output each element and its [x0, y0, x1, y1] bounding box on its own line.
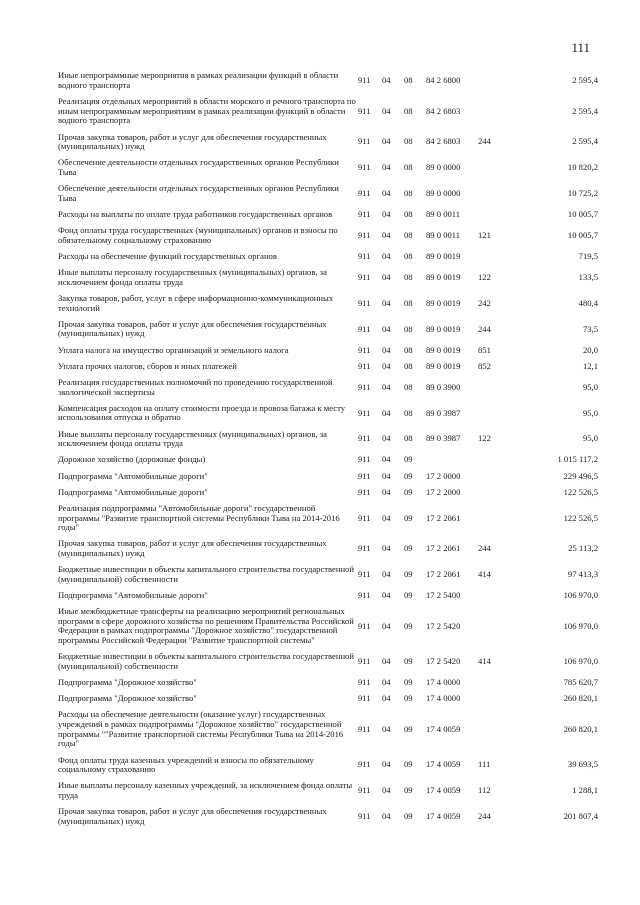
row-ved-code: 911 — [358, 75, 371, 86]
row-expense-type — [478, 181, 512, 207]
row-subsection-code: 09 — [404, 470, 413, 481]
row-expense-type: 244 — [478, 543, 491, 554]
row-name: Иные выплаты персоналу государственных (муниципальных) органов, за исключением фонда оплаты труда — [58, 267, 327, 287]
row-ved-code: 911 — [358, 723, 371, 734]
row-expense-type: 852 — [478, 360, 491, 371]
row-subsection-code: 08 — [404, 229, 413, 240]
row-ved-code: 911 — [358, 759, 371, 770]
row-name: Расходы на выплаты по оплате труда работников государственных органов — [58, 208, 333, 219]
row-amount: 25 113,2 — [568, 543, 598, 554]
table-row — [58, 317, 598, 343]
row-expense-type: 244 — [478, 323, 491, 334]
row-target-article: 89 0 0019 — [426, 344, 461, 355]
row-section-code: 04 — [382, 433, 391, 444]
row-subsection-code: 09 — [404, 810, 413, 821]
row-target-article: 89 0 0019 — [426, 297, 461, 308]
row-expense-type: 122 — [478, 433, 491, 444]
row-section-code: 04 — [382, 75, 391, 86]
row-section-code: 04 — [382, 381, 391, 392]
row-section-code: 04 — [382, 590, 391, 601]
row-section-code: 04 — [382, 250, 391, 261]
row-subsection-code: 09 — [404, 693, 413, 704]
row-target-article: 89 0 3987 — [426, 407, 461, 418]
row-target-article: 17 4 0000 — [426, 677, 461, 688]
row-subsection-code: 08 — [404, 271, 413, 282]
budget-table — [58, 68, 598, 830]
row-target-article: 17 2 0000 — [426, 470, 461, 481]
table-row — [58, 68, 598, 94]
row-amount: 1 015 117,2 — [557, 454, 598, 465]
row-expense-type — [478, 68, 512, 94]
row-target-article: 17 4 0059 — [426, 785, 461, 796]
row-section-code: 04 — [382, 454, 391, 465]
row-expense-type: 242 — [478, 297, 491, 308]
row-ved-code: 911 — [358, 454, 371, 465]
row-subsection-code: 08 — [404, 407, 413, 418]
row-name: Прочая закупка товаров, работ и услуг для обеспечения государственных (муниципальных) нужд — [58, 538, 327, 559]
budget-table-body — [58, 68, 598, 830]
row-ved-code: 911 — [358, 543, 371, 554]
table-row — [58, 468, 598, 484]
row-section-code: 04 — [382, 620, 391, 631]
table-row — [58, 452, 598, 468]
row-name: Бюджетные инвестиции в объекты капитального строительства государственной (муниципальной) собственности — [58, 651, 354, 671]
row-target-article: 17 2 2061 — [426, 543, 461, 554]
row-ved-code: 911 — [358, 656, 371, 667]
row-target-article: 89 0 0019 — [426, 250, 461, 261]
table-row — [58, 707, 598, 752]
row-subsection-code: 09 — [404, 759, 413, 770]
row-ved-code: 911 — [358, 512, 371, 523]
row-expense-type: 414 — [478, 569, 491, 580]
page-number: 111 — [571, 40, 590, 55]
table-row — [58, 691, 598, 707]
row-amount: 122 526,5 — [563, 486, 598, 497]
row-ved-code: 911 — [358, 162, 371, 173]
table-row — [58, 501, 598, 536]
row-subsection-code: 09 — [404, 677, 413, 688]
table-row — [58, 675, 598, 691]
row-section-code: 04 — [382, 810, 391, 821]
row-expense-type — [478, 485, 512, 501]
row-amount: 201 807,4 — [563, 810, 598, 821]
row-ved-code: 911 — [358, 590, 371, 601]
row-section-code: 04 — [382, 208, 391, 219]
row-subsection-code: 09 — [404, 569, 413, 580]
row-amount: 10 725,2 — [567, 187, 598, 198]
row-expense-type: 244 — [478, 810, 491, 821]
row-subsection-code: 08 — [404, 250, 413, 261]
row-section-code: 04 — [382, 229, 391, 240]
row-ved-code: 911 — [358, 470, 371, 481]
row-amount: 106 970,0 — [563, 656, 598, 667]
row-name: Подпрограмма "Автомобильные дороги" — [58, 470, 208, 481]
table-row — [58, 94, 598, 129]
row-amount: 2 595,4 — [572, 105, 598, 116]
table-row — [58, 401, 598, 427]
row-amount: 39 693,5 — [567, 759, 598, 770]
row-ved-code: 911 — [358, 693, 371, 704]
row-amount: 10 005,7 — [567, 229, 598, 240]
row-section-code: 04 — [382, 187, 391, 198]
row-target-article: 84 2 6803 — [426, 105, 461, 116]
row-section-code: 04 — [382, 543, 391, 554]
row-expense-type — [478, 207, 512, 223]
row-ved-code: 911 — [358, 297, 371, 308]
table-row — [58, 536, 598, 562]
row-expense-type: 111 — [478, 759, 491, 770]
table-row — [58, 804, 598, 830]
row-amount: 133,5 — [578, 271, 598, 282]
row-target-article: 89 0 3900 — [426, 381, 461, 392]
row-name: Бюджетные инвестиции в объекты капитального строительства государственной (муниципальной) собственности — [58, 564, 354, 584]
row-name: Подпрограмма "Дорожное хозяйство" — [58, 693, 197, 704]
row-section-code: 04 — [382, 470, 391, 481]
row-amount: 12,1 — [582, 360, 598, 371]
row-name: Иные непрограммные мероприятия в рамках реализации функций в области водного транспорта — [58, 70, 339, 90]
table-row — [58, 249, 598, 265]
row-section-code: 04 — [382, 677, 391, 688]
table-row — [58, 207, 598, 223]
row-section-code: 04 — [382, 759, 391, 770]
row-ved-code: 911 — [358, 677, 371, 688]
row-amount: 2 595,4 — [572, 136, 598, 147]
row-amount: 95,0 — [582, 381, 598, 392]
row-target-article: 89 0 3987 — [426, 433, 461, 444]
row-expense-type — [478, 94, 512, 129]
row-subsection-code: 09 — [404, 454, 413, 465]
row-amount: 20,0 — [582, 344, 598, 355]
row-amount: 97 413,3 — [567, 569, 598, 580]
row-expense-type — [478, 501, 512, 536]
table-row — [58, 588, 598, 604]
row-amount: 260 820,1 — [563, 693, 598, 704]
row-expense-type: 414 — [478, 656, 491, 667]
row-section-code: 04 — [382, 360, 391, 371]
row-name: Прочая закупка товаров, работ и услуг для обеспечения государственных (муниципальных) нужд — [58, 806, 327, 826]
row-name: Иные выплаты персоналу казенных учреждений, за исключением фонда оплаты труда — [58, 780, 353, 800]
row-ved-code: 911 — [358, 136, 371, 147]
row-expense-type — [478, 375, 512, 401]
row-section-code: 04 — [382, 297, 391, 308]
row-section-code: 04 — [382, 105, 391, 116]
row-subsection-code: 09 — [404, 785, 413, 796]
row-ved-code: 911 — [358, 208, 371, 219]
row-subsection-code: 09 — [404, 656, 413, 667]
row-expense-type — [478, 452, 512, 468]
row-amount: 10 820,2 — [567, 162, 598, 173]
row-ved-code: 911 — [358, 785, 371, 796]
row-target-article: 17 2 2000 — [426, 486, 461, 497]
table-row — [58, 265, 598, 291]
row-name: Фонд оплаты труда казенных учреждений и взносы по обязательному социальному страхованию — [58, 754, 314, 775]
row-subsection-code: 09 — [404, 620, 413, 631]
row-target-article: 17 2 2061 — [426, 569, 461, 580]
row-section-code: 04 — [382, 693, 391, 704]
row-name: Реализация государственных полномочий по проведению государственной экологической экспертизы — [58, 376, 333, 397]
row-amount: 2 595,4 — [572, 75, 598, 86]
table-row — [58, 155, 598, 181]
row-expense-type — [478, 155, 512, 181]
row-name: Дорожное хозяйство (дорожные фонды) — [58, 454, 206, 465]
row-section-code: 04 — [382, 486, 391, 497]
row-ved-code: 911 — [358, 360, 371, 371]
row-section-code: 04 — [382, 407, 391, 418]
table-row — [58, 426, 598, 452]
row-name: Закупка товаров, работ, услуг в сфере информационно-коммуникационных технологий — [58, 292, 334, 313]
table-row — [58, 649, 598, 675]
row-amount: 106 970,0 — [563, 590, 598, 601]
row-name: Расходы на обеспечение деятельности (оказание услуг) государственных учреждений в рамках подпрограммы "Дорожное хозяйство" государственной программы ""Развитие транспортной системы Республики Тыва на 2014-2016 годы" — [58, 709, 344, 749]
row-expense-type — [478, 707, 512, 752]
row-amount: 106 970,0 — [563, 620, 598, 631]
row-name: Расходы на обеспечение функций государственных органов — [58, 250, 277, 261]
row-subsection-code: 08 — [404, 297, 413, 308]
row-subsection-code: 08 — [404, 105, 413, 116]
row-subsection-code: 08 — [404, 433, 413, 444]
row-ved-code: 911 — [358, 105, 371, 116]
row-subsection-code: 09 — [404, 723, 413, 734]
row-subsection-code: 08 — [404, 323, 413, 334]
row-expense-type — [478, 675, 512, 691]
table-row — [58, 604, 598, 649]
row-section-code: 04 — [382, 785, 391, 796]
row-subsection-code: 08 — [404, 162, 413, 173]
row-amount: 480,4 — [578, 297, 598, 308]
table-row — [58, 291, 598, 317]
row-name: Иные межбюджетные трансферты на реализацию мероприятий региональных программ в сфере дорожного хозяйства по решениям Правительства Российской Федерации в рамках подпрограммы "Дорожное хозяйство" государственной программы Российской Федерации "Развитие транспортной системы" — [58, 606, 354, 646]
row-subsection-code: 08 — [404, 360, 413, 371]
row-expense-type — [478, 588, 512, 604]
row-subsection-code: 08 — [404, 136, 413, 147]
row-expense-type — [478, 691, 512, 707]
row-target-article: 89 0 0000 — [426, 187, 461, 198]
row-subsection-code: 08 — [404, 75, 413, 86]
row-target-article — [426, 452, 478, 468]
row-name: Фонд оплаты труда государственных (муниципальных) органов и взносы по обязательному социальному страхованию — [58, 225, 338, 245]
row-subsection-code: 09 — [404, 543, 413, 554]
row-expense-type: 112 — [478, 785, 491, 796]
row-target-article: 89 0 0000 — [426, 162, 461, 173]
row-target-article: 17 2 5420 — [426, 656, 461, 667]
row-amount: 785 620,7 — [563, 677, 598, 688]
row-subsection-code: 08 — [404, 344, 413, 355]
row-name: Реализация отдельных мероприятий в области морского и речного транспорта по иным непрограммным мероприятиям в рамках реализации функций в области водного транспорта — [58, 96, 356, 126]
row-amount: 95,0 — [582, 433, 598, 444]
row-ved-code: 911 — [358, 569, 371, 580]
row-subsection-code: 09 — [404, 486, 413, 497]
row-ved-code: 911 — [358, 433, 371, 444]
row-section-code: 04 — [382, 323, 391, 334]
table-row — [58, 752, 598, 778]
row-name: Компенсация расходов на оплату стоимости проезда и провоза багажа к месту использования отпуска и обратно — [58, 402, 346, 423]
row-section-code: 04 — [382, 344, 391, 355]
row-ved-code: 911 — [358, 407, 371, 418]
row-target-article: 17 2 5420 — [426, 620, 461, 631]
row-name: Подпрограмма "Автомобильные дороги" — [58, 486, 208, 497]
row-target-article: 89 0 0011 — [426, 208, 461, 219]
row-ved-code: 911 — [358, 229, 371, 240]
row-subsection-code: 08 — [404, 381, 413, 392]
row-expense-type — [478, 249, 512, 265]
row-target-article: 17 2 5400 — [426, 590, 461, 601]
row-name: Иные выплаты персоналу государственных (муниципальных) органов, за исключением фонда оплаты труда — [58, 428, 327, 449]
row-ved-code: 911 — [358, 381, 371, 392]
row-section-code: 04 — [382, 136, 391, 147]
row-ved-code: 911 — [358, 486, 371, 497]
row-name: Обеспечение деятельности отдельных государственных органов Республики Тыва — [58, 157, 339, 177]
row-ved-code: 911 — [358, 271, 371, 282]
row-ved-code: 911 — [358, 250, 371, 261]
row-section-code: 04 — [382, 512, 391, 523]
row-subsection-code: 09 — [404, 512, 413, 523]
row-expense-type: 122 — [478, 271, 491, 282]
row-section-code: 04 — [382, 271, 391, 282]
row-name: Уплата прочих налогов, сборов и иных платежей — [58, 360, 237, 371]
table-row — [58, 181, 598, 207]
row-amount: 95,0 — [582, 407, 598, 418]
row-ved-code: 911 — [358, 620, 371, 631]
row-amount: 229 496,5 — [563, 470, 598, 481]
row-target-article: 84 2 6800 — [426, 75, 461, 86]
row-name: Уплата налога на имущество организаций и земельного налога — [58, 344, 289, 355]
row-target-article: 17 4 0059 — [426, 759, 461, 770]
row-expense-type: 851 — [478, 344, 491, 355]
row-target-article: 89 0 0019 — [426, 323, 461, 334]
table-row — [58, 359, 598, 375]
row-expense-type — [478, 468, 512, 484]
row-ved-code: 911 — [358, 187, 371, 198]
table-row — [58, 129, 598, 155]
row-name: Подпрограмма "Дорожное хозяйство" — [58, 677, 197, 688]
row-name: Прочая закупка товаров, работ и услуг для обеспечения государственных (муниципальных) нужд — [58, 131, 327, 152]
row-amount: 122 526,5 — [563, 512, 598, 523]
row-target-article: 89 0 0019 — [426, 271, 461, 282]
row-section-code: 04 — [382, 723, 391, 734]
row-target-article: 17 4 0059 — [426, 723, 461, 734]
row-expense-type: 121 — [478, 229, 491, 240]
row-ved-code: 911 — [358, 344, 371, 355]
row-target-article: 17 2 2061 — [426, 512, 461, 523]
row-section-code: 04 — [382, 656, 391, 667]
row-expense-type — [478, 604, 512, 649]
row-amount: 719,5 — [578, 250, 598, 261]
row-name: Обеспечение деятельности отдельных государственных органов Республики Тыва — [58, 183, 339, 203]
table-row — [58, 375, 598, 401]
row-target-article: 17 4 0059 — [426, 810, 461, 821]
row-name: Прочая закупка товаров, работ и услуг для обеспечения государственных (муниципальных) нужд — [58, 318, 327, 339]
row-subsection-code: 08 — [404, 187, 413, 198]
row-amount: 73,5 — [582, 323, 598, 334]
table-row — [58, 562, 598, 588]
table-row — [58, 342, 598, 358]
row-target-article: 89 0 0019 — [426, 360, 461, 371]
row-expense-type — [478, 401, 512, 427]
row-subsection-code: 08 — [404, 208, 413, 219]
row-name: Подпрограмма "Автомобильные дороги" — [58, 590, 208, 601]
table-row — [58, 485, 598, 501]
row-section-code: 04 — [382, 162, 391, 173]
row-target-article: 89 0 0011 — [426, 229, 461, 240]
row-ved-code: 911 — [358, 323, 371, 334]
row-amount: 260 820,1 — [563, 723, 598, 734]
row-name: Реализация подпрограммы "Автомобильные дороги" государственной программы "Развитие транспортной системы Республики Тыва на 2014-2016 годы" — [58, 502, 340, 533]
table-row — [58, 223, 598, 249]
row-ved-code: 911 — [358, 810, 371, 821]
table-row — [58, 778, 598, 804]
row-subsection-code: 09 — [404, 590, 413, 601]
row-target-article: 17 4 0000 — [426, 693, 461, 704]
row-amount: 1 288,1 — [572, 785, 598, 796]
row-target-article: 84 2 6803 — [426, 136, 461, 147]
row-amount: 10 005,7 — [567, 208, 598, 219]
row-expense-type: 244 — [478, 136, 491, 147]
row-section-code: 04 — [382, 569, 391, 580]
